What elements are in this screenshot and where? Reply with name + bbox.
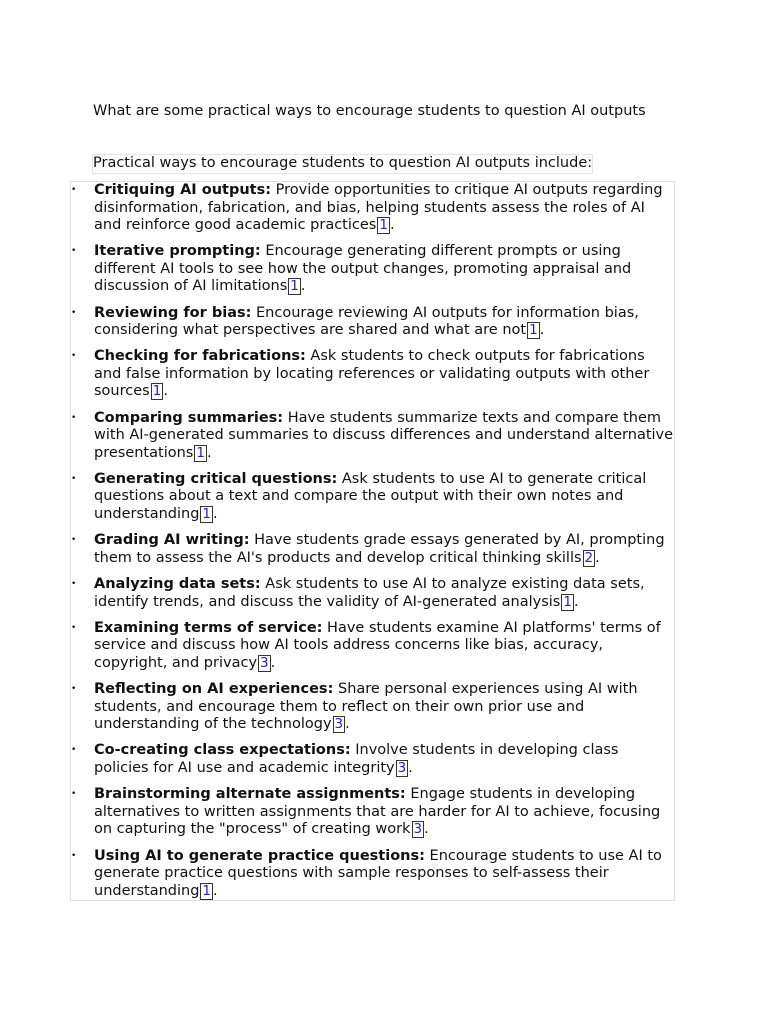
item-term: Examining terms of service: — [94, 619, 323, 636]
item-term: Reflecting on AI experiences: — [94, 681, 334, 698]
item-term: Generating critical questions: — [94, 470, 338, 487]
item-term: Iterative prompting: — [94, 243, 261, 260]
item-description: Ask students to check outputs for fabrications and false information by locating references or validating outputs with other sources — [94, 348, 650, 400]
citation-link[interactable]: 1 — [202, 505, 212, 522]
list-item: • Grading AI writing: Have students grade essays generated by AI, prompting them to assess the AI's products and develop critical thinking skills 2 . — [71, 532, 665, 566]
list-item: • Iterative prompting: Encourage generating different prompts or using different AI tools to see how the output changes, promoting appraisal and discussion of AI limitations 1 . — [71, 243, 632, 295]
citation-link[interactable]: 1 — [563, 593, 572, 610]
list-item: • Generating critical questions: Ask students to use AI to generate critical questions about a text and compare the output with their own notes and understanding 1 . — [71, 470, 647, 522]
citation-link[interactable]: 1 — [196, 444, 205, 461]
item-term: Reviewing for bias: — [94, 304, 252, 321]
citation-link[interactable]: 1 — [290, 278, 299, 295]
list-item: • Critiquing AI outputs: Provide opportunities to critique AI outputs regarding disinformation, fabrication, and bias, helping students assess the roles of AI and reinforce good academic practices 1 . — [71, 182, 663, 233]
bullet-icon: • — [71, 789, 77, 800]
item-term: Analyzing data sets: — [94, 576, 261, 593]
item-term: Critiquing AI outputs: — [94, 182, 272, 198]
bullet-icon: • — [71, 535, 77, 546]
list-item: • Reflecting on AI experiences: Share personal experiences using AI with students, and encourage them to reflect on their own prior use and understanding of the technology 3 . — [71, 681, 638, 733]
item-description: Involve students in developing class policies for AI use and academic integrity — [94, 742, 619, 776]
list-item: • Examining terms of service: Have students examine AI platforms' terms of service and discuss how AI tools address concerns like bias, accuracy, copyright, and privacy 3 . — [71, 619, 661, 671]
item-description: Have students grade essays generated by AI, prompting them to assess the AI's products and develop critical thinking skills — [94, 532, 665, 566]
citation-link[interactable]: 3 — [397, 759, 407, 776]
answer-list — [70, 181, 675, 901]
item-description: Encourage generating different prompts or using different AI tools to see how the output changes, promoting appraisal and discussion of AI limitations — [94, 243, 632, 295]
list-item: • Checking for fabrications: Ask students to check outputs for fabrications and false information by locating references or validating outputs with other sources 1 . — [71, 348, 650, 400]
citation-link[interactable]: 1 — [152, 383, 162, 400]
item-description: Share personal experiences using AI with students, and encourage them to reflect on their own prior use and understanding of the technology — [94, 681, 638, 733]
item-term: Checking for fabrications: — [94, 348, 306, 365]
item-term: Using AI to generate practice questions: — [94, 847, 425, 864]
question-heading: What are some practical ways to encourage students to question AI outputs — [93, 103, 646, 119]
item-description: Ask students to use AI to generate critical questions about a text and compare the output with their own notes and understanding — [94, 470, 647, 522]
bullet-icon: • — [71, 307, 77, 318]
item-description: Ask students to use AI to analyze existing data sets, identify trends, and discuss the validity of AI-generated analysis — [94, 576, 645, 610]
citation-link[interactable]: 1 — [529, 322, 538, 339]
list-item: • Analyzing data sets: Ask students to use AI to analyze existing data sets, identify trends, and discuss the validity of AI-generated analysis 1 . — [71, 576, 645, 610]
item-term: Brainstorming alternate assignments: — [94, 786, 406, 803]
list-item: • Using AI to generate practice questions: Encourage students to use AI to generate practice questions with sample responses to self-assess their understanding 1 . — [71, 847, 662, 899]
list-item: • Co-creating class expectations: Involve students in developing class policies for AI use and academic integrity 3 . — [71, 742, 619, 776]
citation-link[interactable]: 3 — [260, 654, 269, 671]
item-term: Co-creating class expectations: — [94, 742, 351, 759]
bullet-icon: • — [71, 745, 77, 756]
bullet-icon: • — [71, 412, 77, 423]
bullet-icon: • — [71, 246, 77, 257]
item-description: Have students summarize texts and compare them with AI-generated summaries to discuss differences and understand alternative presentations — [94, 409, 674, 461]
item-description: Provide opportunities to critique AI outputs regarding disinformation, fabrication, and bias, helping students assess the roles of AI and reinforce good academic practices — [94, 182, 663, 233]
citation-link[interactable]: 3 — [413, 821, 423, 838]
bullet-icon: • — [71, 185, 77, 195]
item-description: Encourage reviewing AI outputs for information bias, considering what perspectives are shared and what are not — [94, 304, 639, 339]
item-term: Comparing summaries: — [94, 409, 284, 426]
list-item: • Reviewing for bias: Encourage reviewing AI outputs for information bias, considering what perspectives are shared and what are not 1 . — [71, 304, 639, 339]
item-description: Have students examine AI platforms' terms of service and discuss how AI tools address concerns like bias, accuracy, copyright, and privacy — [94, 619, 661, 671]
list-item: • Brainstorming alternate assignments: Engage students in developing alternatives to written assignments that are harder for AI to achieve, focusing on capturing the "process" of creating work 3 . — [71, 786, 661, 838]
bullet-icon: • — [71, 473, 77, 484]
item-term: Grading AI writing: — [94, 532, 250, 549]
bullet-icon: • — [71, 850, 77, 861]
item-description: Encourage students to use AI to generate practice questions with sample responses to self-assess their understanding — [94, 847, 662, 899]
bullet-icon: • — [71, 622, 77, 633]
bullet-icon: • — [71, 684, 77, 695]
bullet-icon: • — [71, 579, 77, 590]
citation-link[interactable]: 1 — [202, 882, 212, 899]
answer-intro: Practical ways to encourage students to question AI outputs include: — [93, 155, 593, 171]
citation-link[interactable]: 1 — [379, 217, 388, 233]
citation-link[interactable]: 2 — [584, 549, 594, 566]
citation-link[interactable]: 3 — [334, 716, 344, 733]
list-item: • Comparing summaries: Have students summarize texts and compare them with AI-generated summaries to discuss differences and understand alternative presentations 1 . — [71, 409, 674, 461]
bullet-icon: • — [71, 351, 77, 362]
item-description: Engage students in developing alternatives to written assignments that are harder for AI to achieve, focusing on capturing the "process" of creating work — [94, 786, 661, 838]
